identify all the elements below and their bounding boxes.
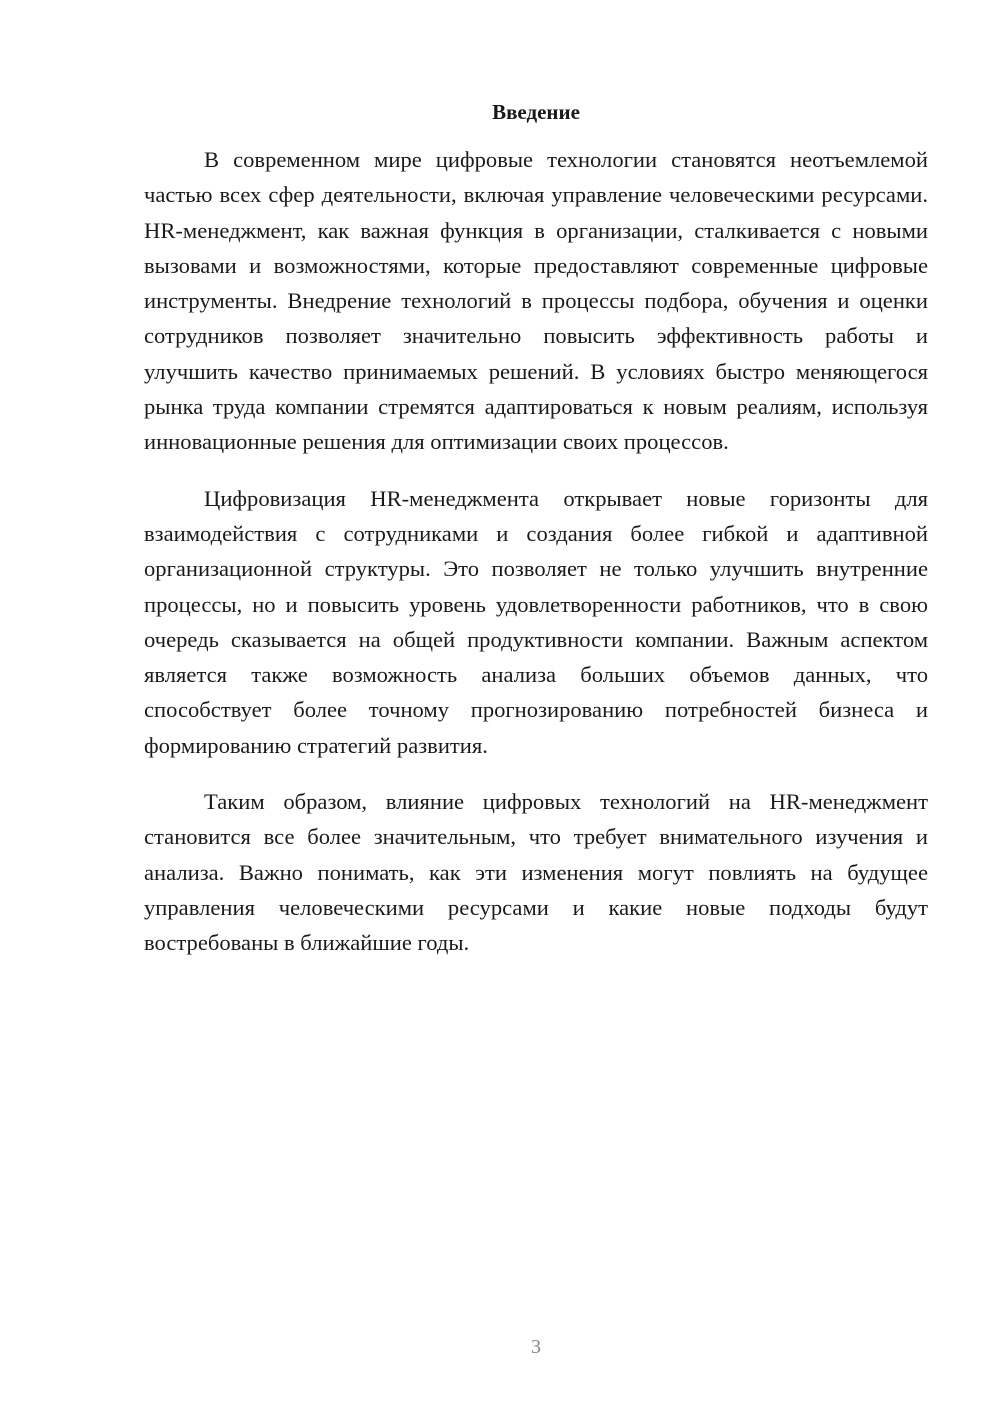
- page-number: 3: [531, 1336, 541, 1358]
- paragraph-1: В современном мире цифровые технологии становятся неотъемлемой частью всех сфер деятельности, включая управление человеческими ресурсами. HR-менеджмент, как важная функция в организации, сталкивается с новыми вызовами и возможностями, которые предоставляют современные цифровые инструменты. Внедрение технологий в процессы подбора, обучения и оценки сотрудников позволяет значительно повысить эффективность работы и улучшить качество принимаемых решений. В условиях быстро меняющегося рынка труда компании стремятся адаптироваться к новым реалиям, используя инновационные решения для оптимизации своих процессов.: [144, 147, 928, 455]
- body-text: [144, 142, 928, 982]
- section-heading: Введение: [492, 100, 580, 124]
- paragraph-3: Таким образом, влияние цифровых технологий на HR-менеджмент становится все более значительным, что требует внимательного изучения и анализа. Важно понимать, как эти изменения могут повлиять на будущее управления человеческими ресурсами и какие новые подходы будут востребованы в ближайшие годы.: [144, 789, 928, 956]
- paragraph-2: Цифровизация HR-менеджмента открывает новые горизонты для взаимодействия с сотрудниками и создания более гибкой и адаптивной организационной структуры. Это позволяет не только улучшить внутренние процессы, но и повысить уровень удовлетворенности работников, что в свою очередь сказывается на общей продуктивности компании. Важным аспектом является также возможность анализа больших объемов данных, что способствует более точному прогнозированию потребностей бизнеса и формированию стратегий развития.: [144, 485, 928, 758]
